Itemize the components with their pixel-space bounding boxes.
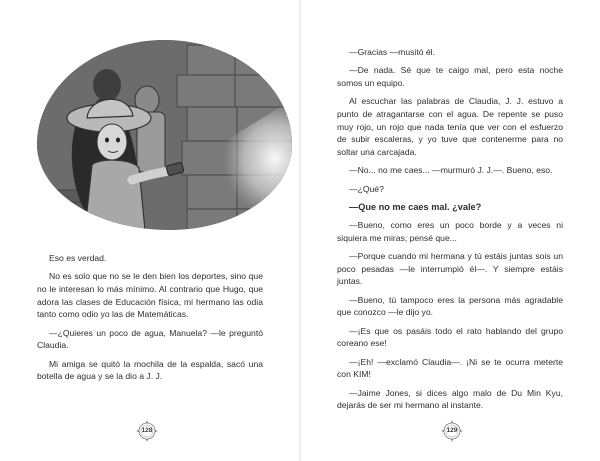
book-gutter (299, 0, 301, 461)
paragraph: —Bueno, tú tampoco eres la persona más agradable que conozco —le dijo yo. (337, 294, 563, 318)
paragraph: —Bueno, como eres un poco borde y a veces ni siquiera me miras, pensé que... (337, 220, 563, 243)
paragraph: Mi amiga se quitó la mochila de la espalda, sacó una botella de agua y se la dio a J. J. (37, 358, 263, 382)
paragraph: —¡Es que os pasáis todo el rato hablando del grupo coreano ese! (337, 325, 563, 349)
paragraph: Eso es verdad. (49, 253, 107, 263)
left-page-text (37, 252, 263, 389)
paragraph: Al escuchar las palabras de Claudia, J. J. estuvo a punto de atragantarse con el agua. De repente se puso muy rojo, un rojo que nada tenía que ver con el esfuerzo de subir escaleras, y yo tuve que contenerme para no soltar una carcajada. (337, 96, 563, 157)
paragraph: —Jaime Jones, si dices algo malo de Du Min Kyu, dejarás de ser mi hermano al instante. (337, 387, 563, 411)
paragraph: —No... no me caes... —murmuró J. J.—. Bueno, eso. (349, 165, 553, 176)
page-number-left (136, 420, 158, 442)
paragraph: —¿Quieres un poco de agua, Manuela? —le preguntó Claudia. (37, 327, 263, 351)
page-number-text: 129 (446, 427, 458, 434)
page-number-right (441, 420, 463, 442)
paragraph: —Porque cuando mi hermana y tú estáis juntas sois un poco pesadas —le interrumpió él—. Y siempre estáis juntas. (337, 251, 563, 287)
emphasized-paragraph: —Que no me caes mal. ¿vale? (349, 201, 482, 212)
illustration-girl-with-flashlight (37, 40, 292, 230)
paragraph: —Gracias —musitó él. (349, 47, 435, 57)
right-page-text (337, 46, 563, 418)
paragraph: —¡Eh! —exclamó Claudia—. ¡Ni se te ocurra meterte con KIM! (337, 356, 563, 380)
page-number-text: 128 (141, 427, 153, 434)
paragraph: —De nada. Sé que te caigo mal, pero esta noche somos un equipo. (337, 65, 563, 88)
paragraph: No es solo que no se le den bien los deportes, sino que no le interesan lo más mínimo. Al contrario que Hugo, que adora las clases de Educación física, mi hermano las odia tanto como odio yo las de Matemáticas. (37, 271, 263, 320)
chapter-illustration (37, 40, 292, 230)
paragraph: —¿Qué? (349, 183, 384, 194)
